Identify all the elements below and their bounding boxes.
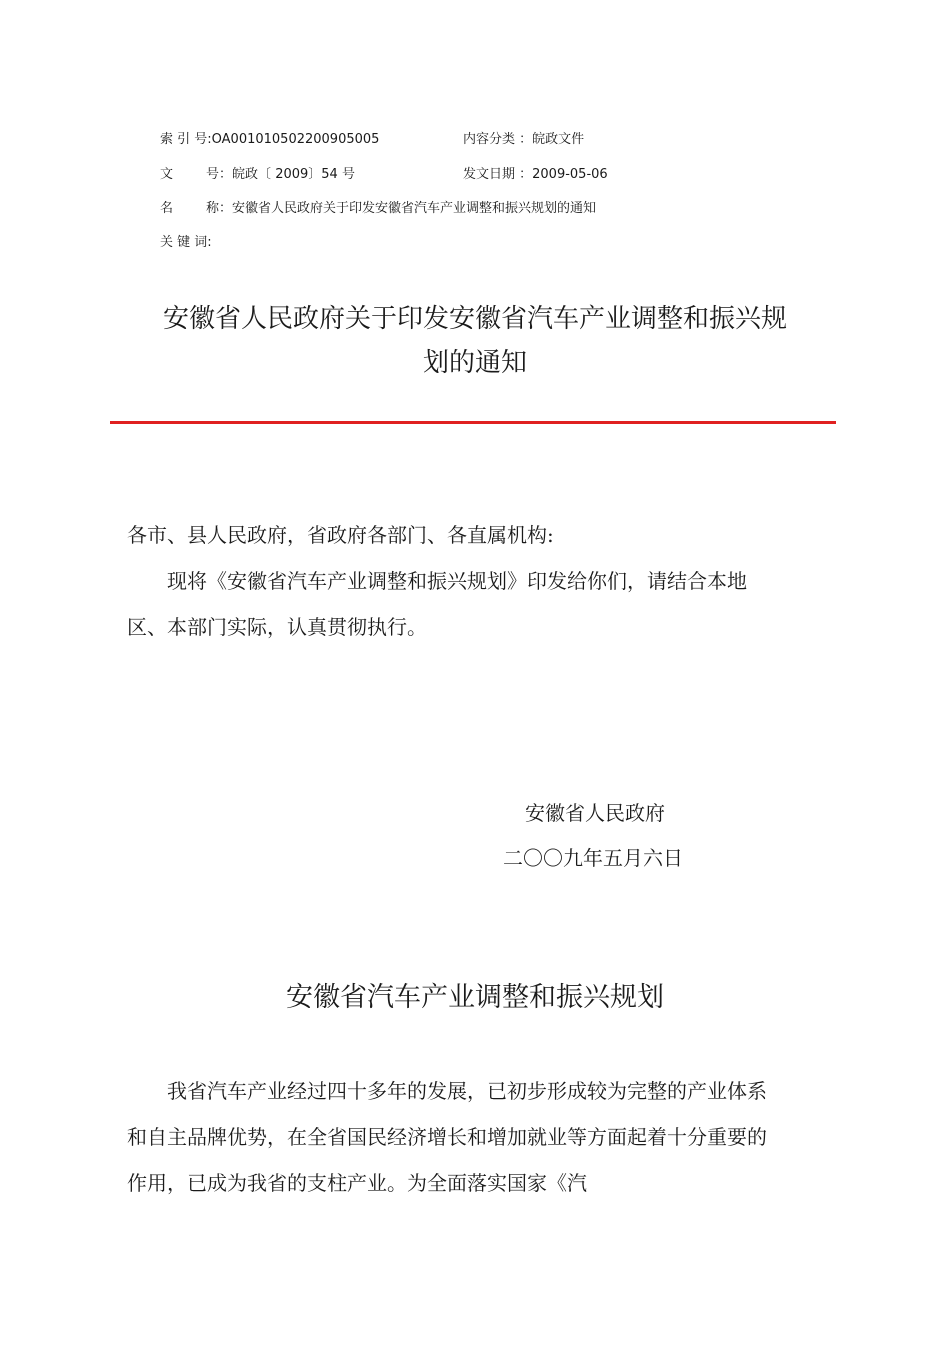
plan-title: 安徽省汽车产业调整和振兴规划 [286, 982, 664, 1013]
plan-intro: 我省汽车产业经过四十多年的发展，已初步形成较为完整的产业体系和自主品牌优势，在全省国民经济增长和增加就业等方面起着十分重要的作用，已成为我省的支柱产业。为全面落实国家《汽 [127, 1079, 767, 1195]
notice-title-line1: 安徽省人民政府关于印发安徽省汽车产业调整和振兴规 [162, 304, 787, 334]
meta-keywords: 关 键 词: [160, 235, 212, 250]
notice-title-line2: 划的通知 [422, 348, 527, 378]
notice-salutation: 各市、县人民政府，省政府各部门、各直属机构: [127, 523, 554, 547]
notice-title [110, 297, 840, 385]
notice-issuer: 安徽省人民政府 [525, 801, 665, 825]
meta-doc-no: 文 号：皖政〔 2009〕54 号 [160, 167, 355, 182]
meta-index-no: 索 引 号:OA001010502200905005 [160, 132, 380, 147]
notice-body: 现将《安徽省汽车产业调整和振兴规划》印发给你们，请结合本地区、本部门实际，认真贯彻执行。 [127, 569, 747, 639]
meta-issue-date: 发文日期 ：2009-05-06 [463, 167, 608, 182]
meta-name: 名 称：安徽省人民政府关于印发安徽省汽车产业调整和振兴规划的通知 [160, 201, 597, 216]
notice-date: 二〇〇九年五月六日 [503, 846, 683, 870]
red-divider [110, 421, 836, 424]
meta-category: 内容分类 ：皖政文件 [463, 132, 585, 147]
